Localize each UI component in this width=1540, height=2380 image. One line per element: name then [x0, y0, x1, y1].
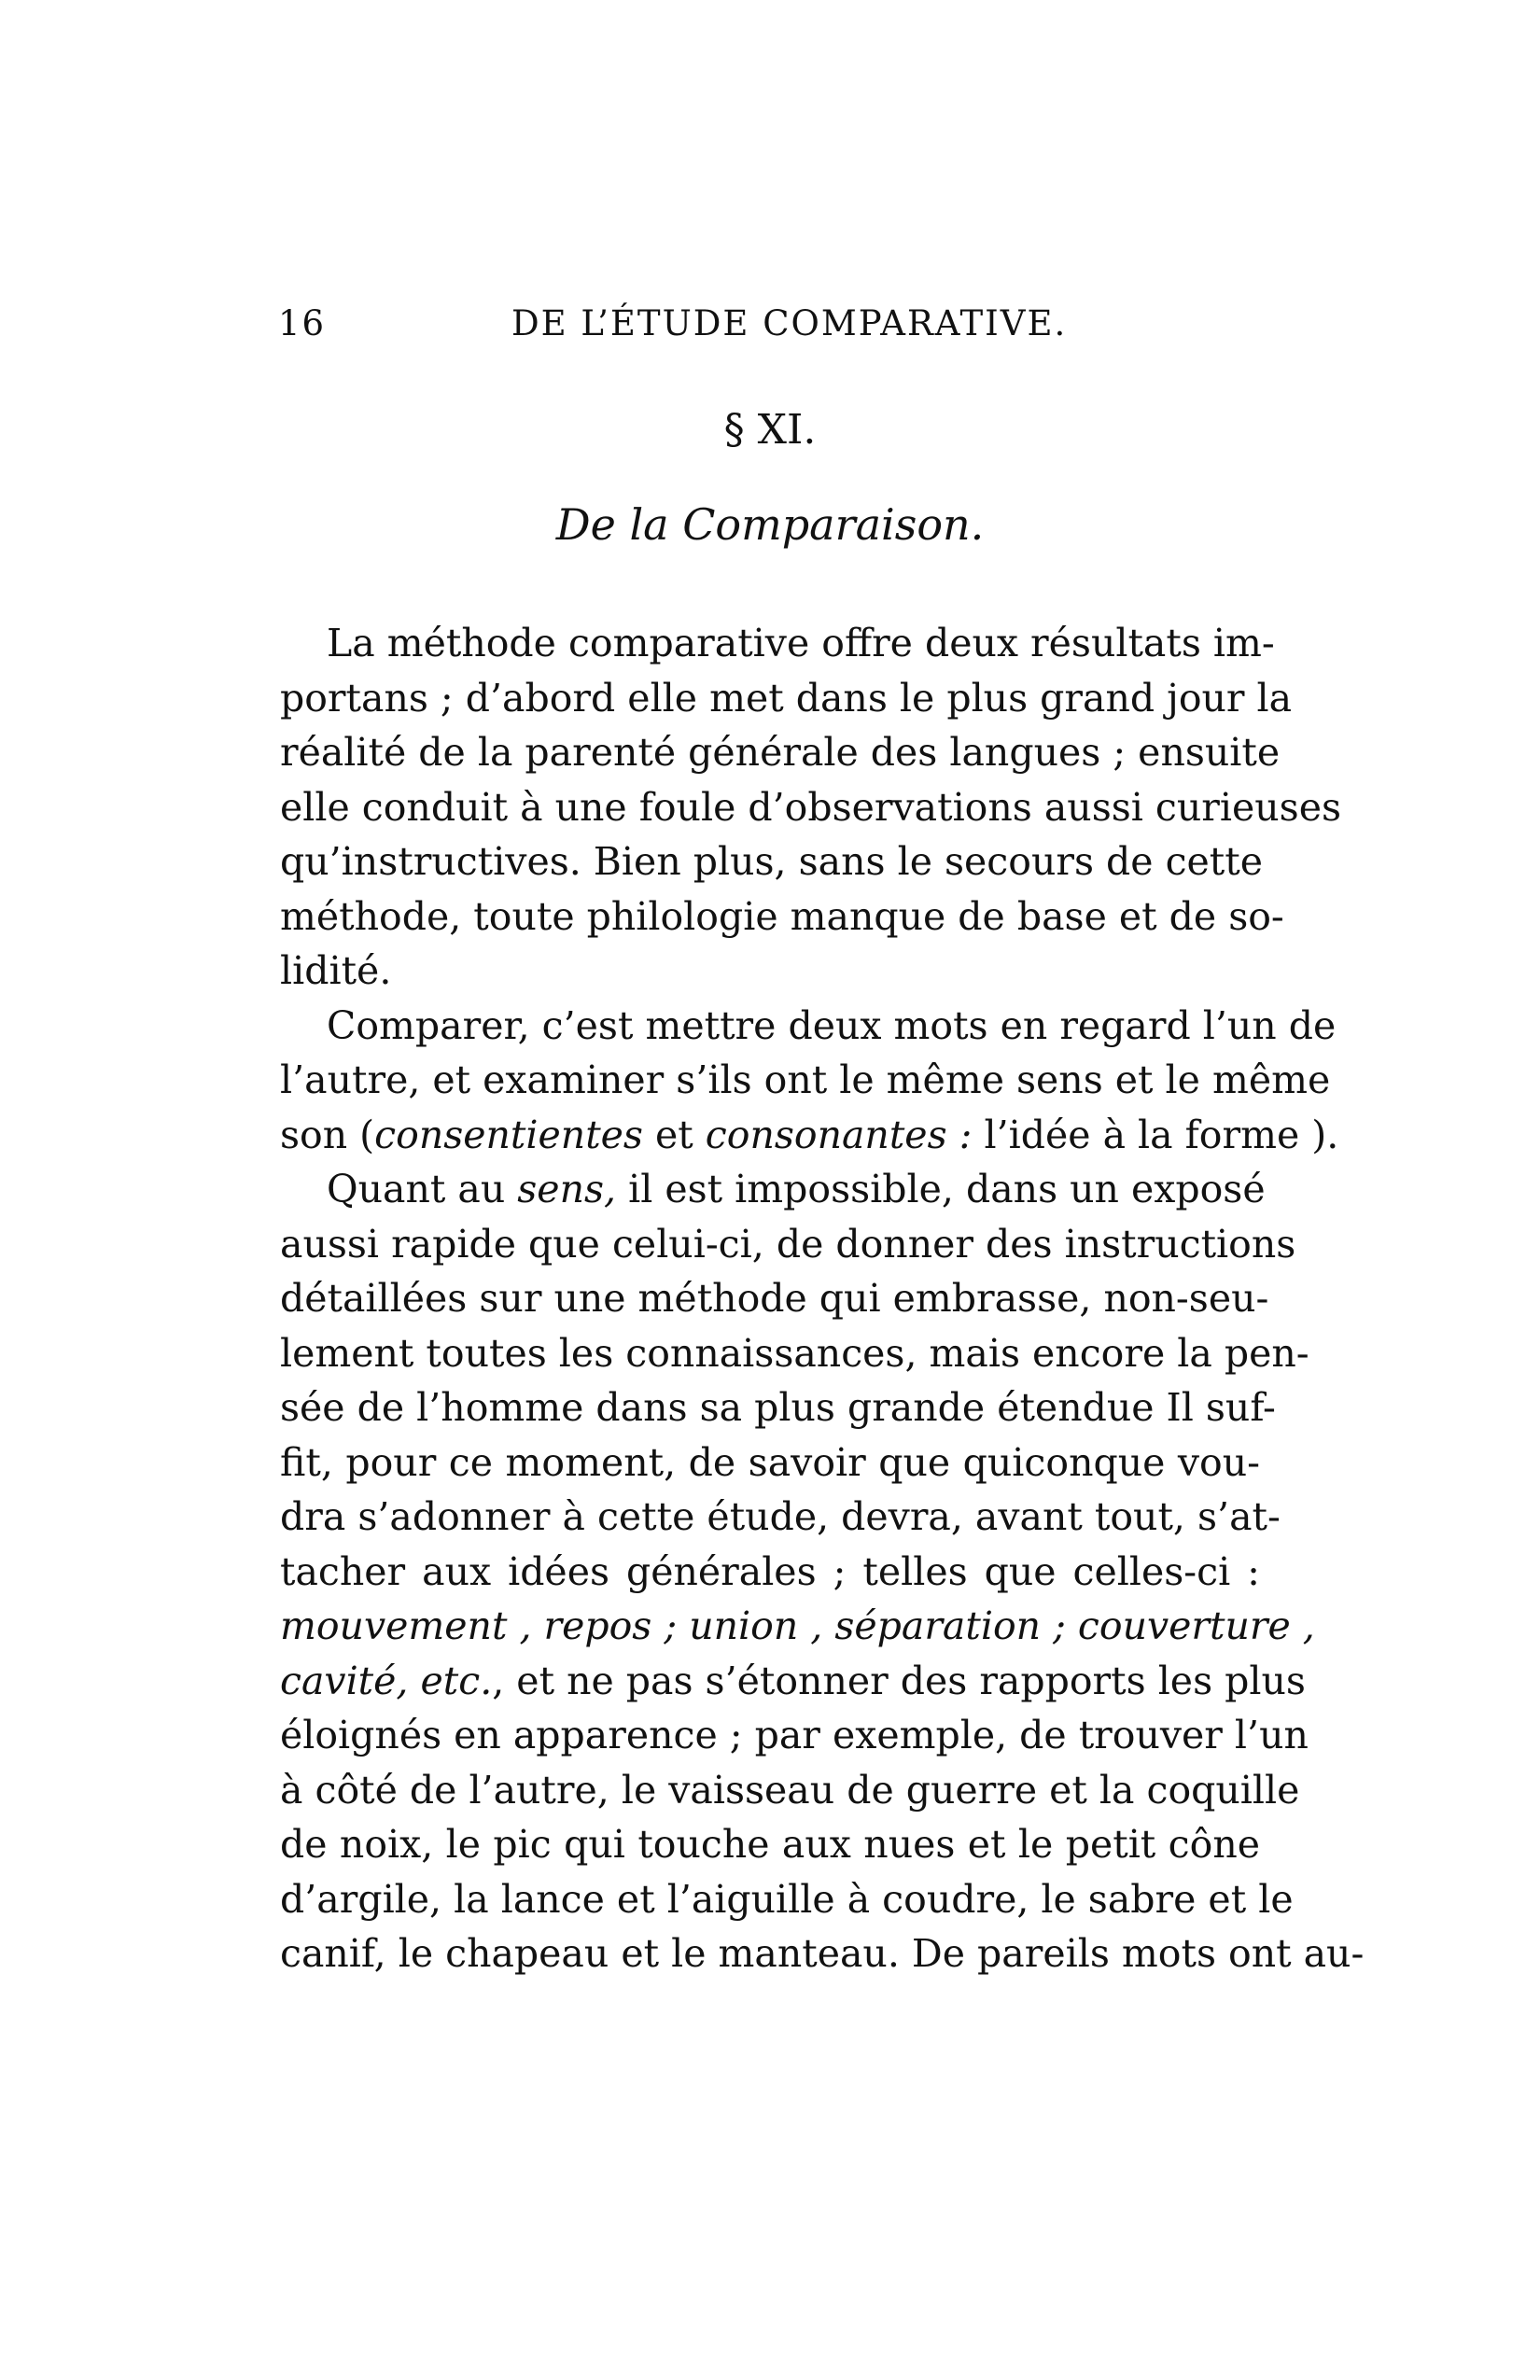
section-title: De la Comparaison.	[555, 499, 985, 550]
text-line: aussi rapide que celui-ci, de donner des instructions	[280, 1221, 1296, 1267]
text-line: détaillées sur une méthode qui embrasse, non-seu-	[280, 1276, 1269, 1321]
text-line: d’argile, la lance et l’aiguille à coudre, le sabre et le	[280, 1876, 1294, 1922]
text-line: l’autre, et examiner s’ils ont le même sens et le même	[280, 1057, 1331, 1102]
text-line: réalité de la parenté générale des langues ; ensuite	[280, 730, 1281, 775]
text-line: Comparer, c’est mettre deux mots en regard l’un de	[327, 1002, 1337, 1048]
text-line: tacher aux idées générales ; telles que celles-ci :	[280, 1548, 1260, 1594]
text-line: qu’instructives. Bien plus, sans le secours de cette	[280, 839, 1264, 884]
text-line: canif, le chapeau et le manteau. De pareils mots ont au-	[280, 1931, 1365, 1976]
running-head	[278, 303, 1286, 359]
text-line: elle conduit à une foule d’observations aussi curieuses	[280, 784, 1342, 830]
text-line: mouvement , repos ; union , séparation ; couverture ,	[280, 1603, 1315, 1648]
text-line: dra s’adonner à cette étude, devra, avant tout, s’at-	[280, 1494, 1281, 1539]
text-line: éloignés en apparence ; par exemple, de trouver l’un	[280, 1713, 1309, 1757]
text-line: son (consentientes et consonantes : l’idée à la forme ).	[280, 1112, 1339, 1157]
text-line: à côté de l’autre, le vaisseau de guerre et la coquille	[280, 1767, 1300, 1813]
text-line: lidité.	[280, 948, 392, 993]
page-number: 16	[278, 303, 327, 343]
text-line: lement toutes les connaissances, mais encore la pen-	[280, 1330, 1309, 1376]
text-line: portans ; d’abord elle met dans le plus grand jour la	[280, 675, 1293, 721]
running-title: DE L’ÉTUDE COMPARATIVE.	[511, 303, 1068, 343]
text-line: fit, pour ce moment, de savoir que quiconque vou-	[280, 1439, 1260, 1485]
text-line: Quant au sens, il est impossible, dans un exposé	[327, 1167, 1266, 1211]
text-line: cavité, etc., et ne pas s’étonner des rapports les plus	[280, 1658, 1306, 1703]
text-line: La méthode comparative offre deux résultats im-	[327, 621, 1275, 665]
text-line: de noix, le pic qui touche aux nues et le petit cône	[280, 1822, 1260, 1867]
text-line: sée de l’homme dans sa plus grande étendue Il suf-	[280, 1385, 1276, 1430]
text-line: méthode, toute philologie manque de base et de so-	[280, 893, 1284, 939]
body-text	[280, 616, 1365, 1981]
section-number: § XI.	[723, 406, 817, 454]
